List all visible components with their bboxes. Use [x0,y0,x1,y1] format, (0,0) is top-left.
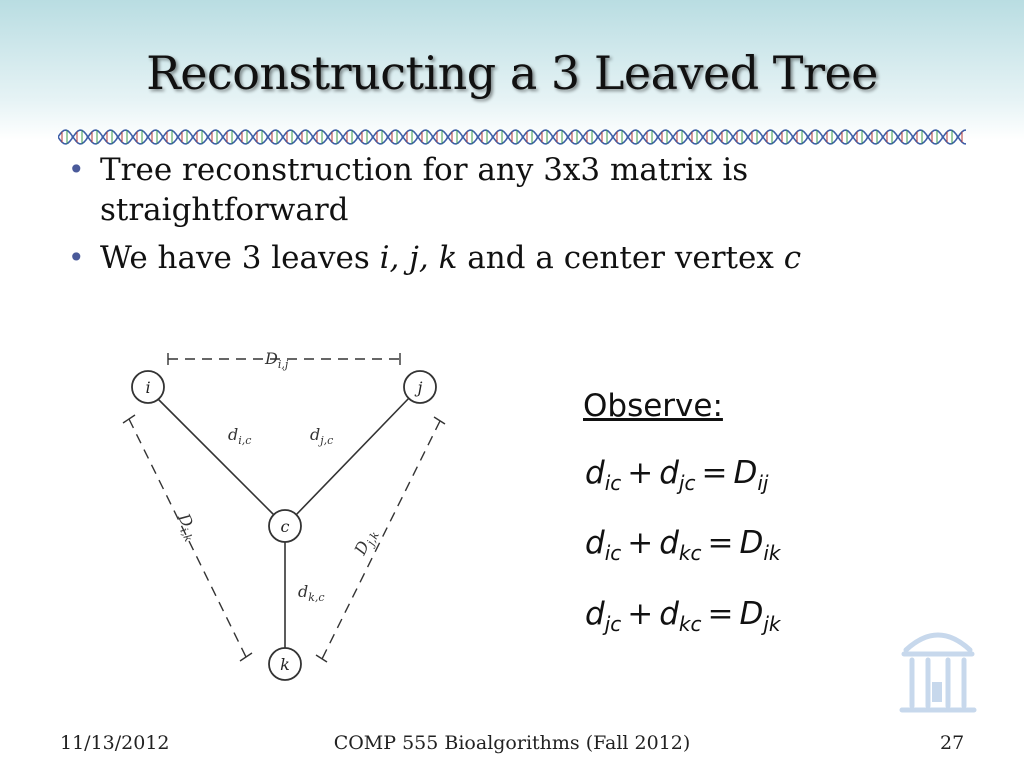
edge-label-Djk: $D_{j,k}$ [350,529,382,558]
tree-diagram [110,342,470,692]
dna-helix-divider-icon [58,126,966,148]
bullet-text-part: We have 3 leaves [100,240,380,276]
equation-2: $d_{ic} + d_{kc} = D_{ik}$ [585,525,781,566]
node-label-c: c [280,517,290,536]
footer-course: COMP 555 Bioalgorithms (Fall 2012) [333,732,691,754]
equation-3: $d_{jc} + d_{kc} = D_{jk}$ [585,596,781,637]
footer-page-number: 27 [940,732,965,754]
equation-1: $d_{ic} + d_{jc} = D_{ij}$ [585,455,769,496]
node-i [132,371,164,403]
bullet-dot-icon: • [68,241,85,274]
dimension-line-jk [316,417,445,662]
center-vertex-name: c [783,240,802,276]
observe-label: Observe: [583,388,723,424]
node-label-j: j [417,378,423,397]
bullet-list [64,150,944,286]
node-j [404,371,436,403]
footer-date: 11/13/2012 [60,732,170,754]
edge-label-dkc: $d_{k,c}$ [298,582,325,604]
edge-i-c [156,397,276,517]
bullet-item [64,150,944,230]
leaf-names: i, j, k [379,240,458,276]
old-well-logo-icon [896,620,980,716]
edge-j-c [294,397,410,517]
edge-label-Dij: $D_{i,j}$ [265,349,289,371]
slide-title: Reconstructing a 3 Leaved Tree [146,46,878,100]
node-k [269,648,301,680]
edge-label-djc: $d_{j,c}$ [310,425,334,447]
edge-label-dic: $d_{i,c}$ [228,425,252,447]
node-c [269,510,301,542]
node-label-i: i [145,378,151,397]
node-label-k: k [280,655,290,674]
bullet-dot-icon: • [68,153,85,186]
bullet-item [64,238,944,278]
bullet-text-part: and a center vertex [457,240,784,276]
bullet-text: Tree reconstruction for any 3x3 matrix is straightforward [100,152,749,228]
edge-label-Dik: $D_{i,k}$ [174,510,198,544]
